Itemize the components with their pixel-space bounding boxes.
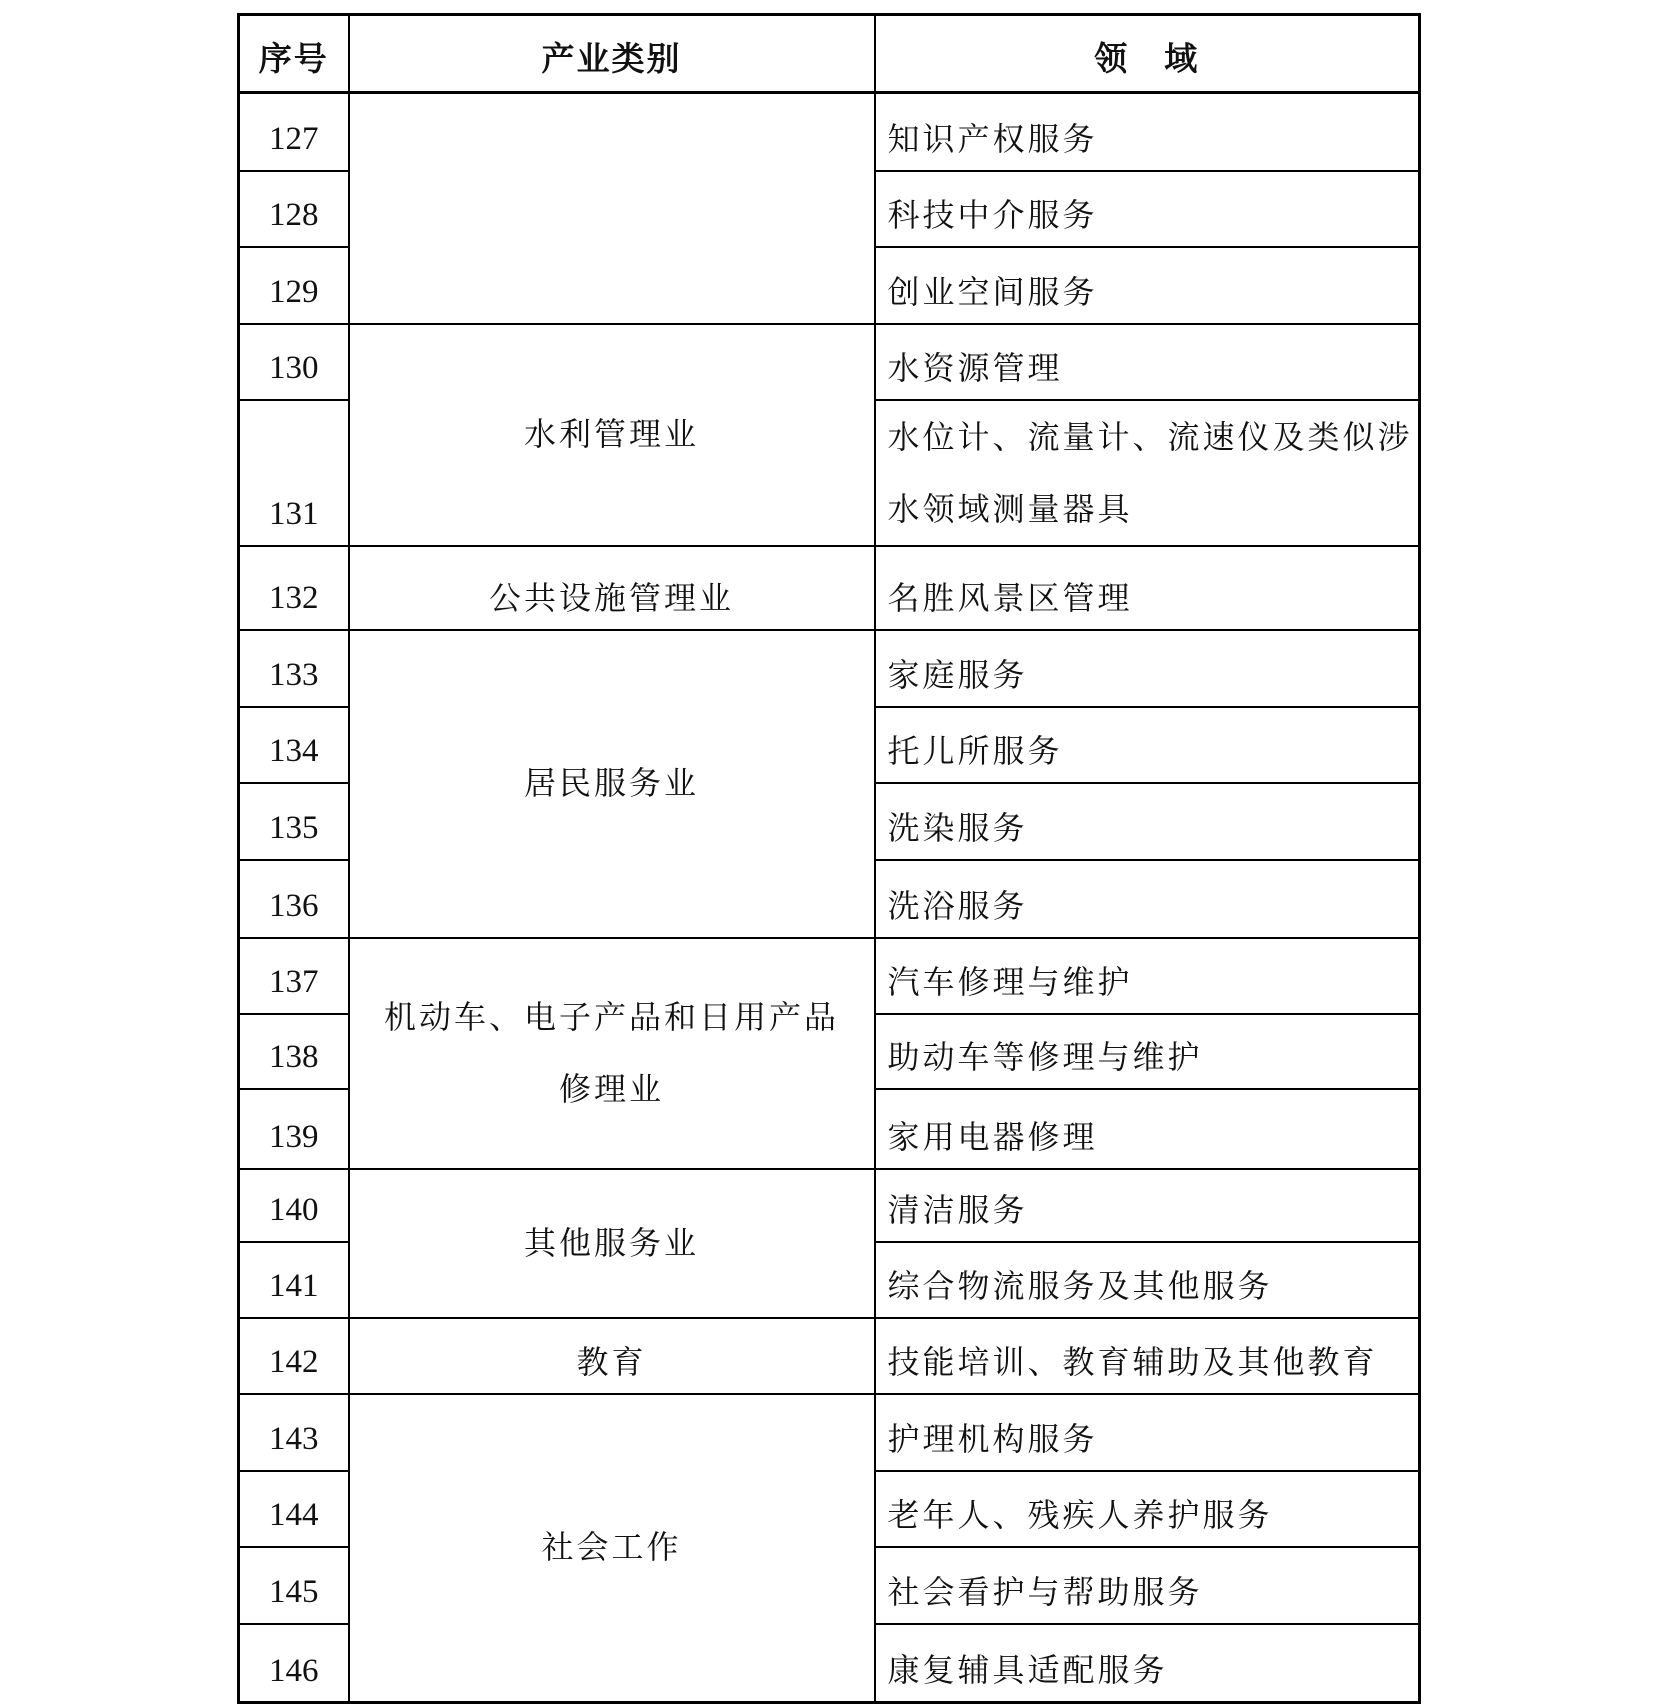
serial-cell: 129 <box>239 247 349 324</box>
serial-cell: 142 <box>239 1318 349 1394</box>
field-line: 水领域测量器具 <box>887 490 1133 527</box>
field-cell: 技能培训、教育辅助及其他教育 <box>875 1318 1420 1394</box>
serial-cell: 146 <box>239 1624 349 1703</box>
category-cell: 教育 <box>349 1318 875 1394</box>
category-cell: 其他服务业 <box>349 1169 875 1318</box>
field-cell: 创业空间服务 <box>875 247 1420 324</box>
serial-cell: 130 <box>239 324 349 400</box>
field-cell: 老年人、残疾人养护服务 <box>875 1471 1420 1547</box>
field-cell: 托儿所服务 <box>875 707 1420 783</box>
serial-cell: 127 <box>239 93 349 171</box>
field-cell: 名胜风景区管理 <box>875 546 1420 630</box>
serial-cell: 135 <box>239 783 349 860</box>
serial-cell: 136 <box>239 860 349 938</box>
header-category: 产业类别 <box>349 15 875 93</box>
serial-cell: 139 <box>239 1089 349 1169</box>
serial-cell: 144 <box>239 1471 349 1547</box>
category-cell: 公共设施管理业 <box>349 546 875 630</box>
table-row <box>239 1394 1420 1471</box>
field-cell: 科技中介服务 <box>875 171 1420 247</box>
field-cell: 护理机构服务 <box>875 1394 1420 1471</box>
industry-table <box>237 13 1421 1704</box>
table-row <box>239 546 1420 630</box>
table-row <box>239 630 1420 707</box>
field-cell <box>875 400 1420 546</box>
category-cell <box>349 93 875 324</box>
field-cell: 水资源管理 <box>875 324 1420 400</box>
field-cell: 知识产权服务 <box>875 93 1420 171</box>
field-cell: 助动车等修理与维护 <box>875 1014 1420 1089</box>
header-field: 领 域 <box>875 15 1420 93</box>
table-row <box>239 938 1420 1014</box>
serial-cell: 128 <box>239 171 349 247</box>
category-cell: 居民服务业 <box>349 630 875 938</box>
category-line: 修理业 <box>558 1071 664 1107</box>
serial-cell: 137 <box>239 938 349 1014</box>
field-cell: 综合物流服务及其他服务 <box>875 1242 1420 1318</box>
field-cell: 康复辅具适配服务 <box>875 1624 1420 1703</box>
field-cell: 清洁服务 <box>875 1169 1420 1242</box>
field-cell: 汽车修理与维护 <box>875 938 1420 1014</box>
serial-cell: 138 <box>239 1014 349 1089</box>
field-cell: 社会看护与帮助服务 <box>875 1547 1420 1624</box>
field-cell: 家用电器修理 <box>875 1089 1420 1169</box>
serial-cell: 131 <box>239 400 349 546</box>
header-serial: 序号 <box>239 15 349 93</box>
serial-cell: 133 <box>239 630 349 707</box>
serial-cell: 143 <box>239 1394 349 1471</box>
category-cell <box>349 938 875 1169</box>
serial-cell: 132 <box>239 546 349 630</box>
field-cell: 洗浴服务 <box>875 860 1420 938</box>
serial-cell: 145 <box>239 1547 349 1624</box>
category-cell: 社会工作 <box>349 1394 875 1703</box>
serial-cell: 140 <box>239 1169 349 1242</box>
field-cell: 家庭服务 <box>875 630 1420 707</box>
table-row <box>239 1169 1420 1242</box>
serial-cell: 141 <box>239 1242 349 1318</box>
table-row <box>239 1318 1420 1394</box>
table-row <box>239 93 1420 171</box>
category-cell: 水利管理业 <box>349 324 875 546</box>
field-cell: 洗染服务 <box>875 783 1420 860</box>
field-line: 水位计、流量计、流速仪及类似涉 <box>887 418 1413 455</box>
table-row <box>239 324 1420 400</box>
header-row <box>239 15 1420 93</box>
category-line: 机动车、电子产品和日用产品 <box>383 999 839 1035</box>
serial-cell: 134 <box>239 707 349 783</box>
